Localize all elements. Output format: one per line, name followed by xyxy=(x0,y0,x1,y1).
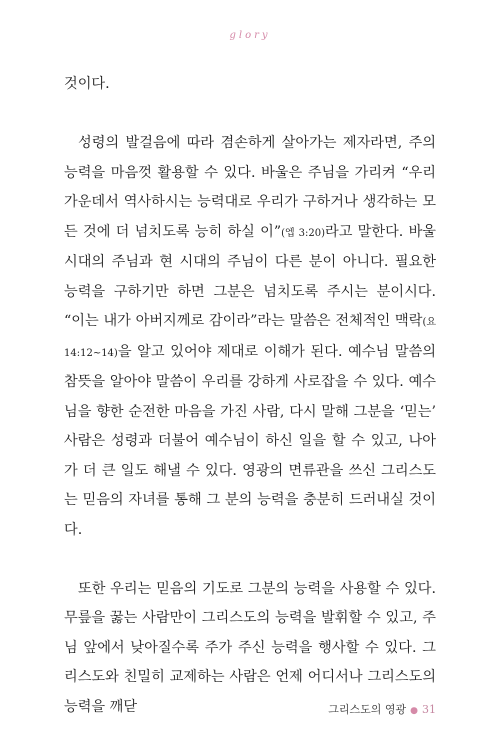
paragraph-gap xyxy=(64,545,436,575)
scripture-reference: (엡 3:20) xyxy=(281,227,325,239)
page-number: 31 xyxy=(422,703,436,716)
paragraph-gap xyxy=(64,100,436,130)
paragraph-text: 라고 말한다. 바울 시대의 주님과 현 시대의 주님이 다른 분이 아니다. 필요한 능력을 구하기만 하면 그분은 넘치도록 주시는 분이시다. “이는 내가 아버지께로 감이라”라는 말씀은 전체적인 맥락 xyxy=(64,223,436,329)
running-header: glory xyxy=(229,30,271,41)
paragraph-text: 성령의 발걸음에 따라 겸손하게 살아가는 제자라면, 주의 능력을 마음껏 활용할 수 있다. 바울은 주님을 가리켜 “우리 가운데서 역사하시는 능력대로 우리가 구하거나 생각하는 모든 것에 더 넘치도록 능히 하실 이” xyxy=(64,135,436,240)
paragraph-continuation: 것이다. xyxy=(64,76,110,92)
scripture-reference: (요 14:12~14) xyxy=(64,317,436,359)
separator-dot-icon: ● xyxy=(410,706,418,716)
book-title: 그리스도의 영광 xyxy=(328,703,407,716)
paragraph-prayer: 또한 우리는 믿음의 기도로 그분의 능력을 사용할 수 있다. 무릎을 꿇는 사람만이 그리스도의 능력을 발휘할 수 있고, 주님 앞에서 낮아질수록 주가 주신 능력을 행사할 수 있다. 그리스도와 친밀히 교제하는 사람은 언제 어디서나 그리스도의 능력을 깨닫 xyxy=(64,580,436,715)
paragraph-power-of-spirit xyxy=(64,129,436,545)
page-body xyxy=(64,70,436,722)
paragraph-text: 을 알고 있어야 제대로 이해가 된다. 예수님 말씀의 참뜻을 알아야 말씀이 우리를 강하게 사로잡을 수 있다. 예수님을 향한 순전한 마음을 가진 사람, 다시 말해 그분을 ‘믿는’ 사람은 성령과 더불어 예수님이 하신 일을 할 수 있고, 나아가 더 큰 일도 해낼 수 있다. 영광의 면류관을 쓰신 그리스도는 믿음의 자녀를 통해 그 분의 능력을 충분히 드러내실 것이다. xyxy=(64,343,436,538)
page-footer xyxy=(328,701,436,717)
